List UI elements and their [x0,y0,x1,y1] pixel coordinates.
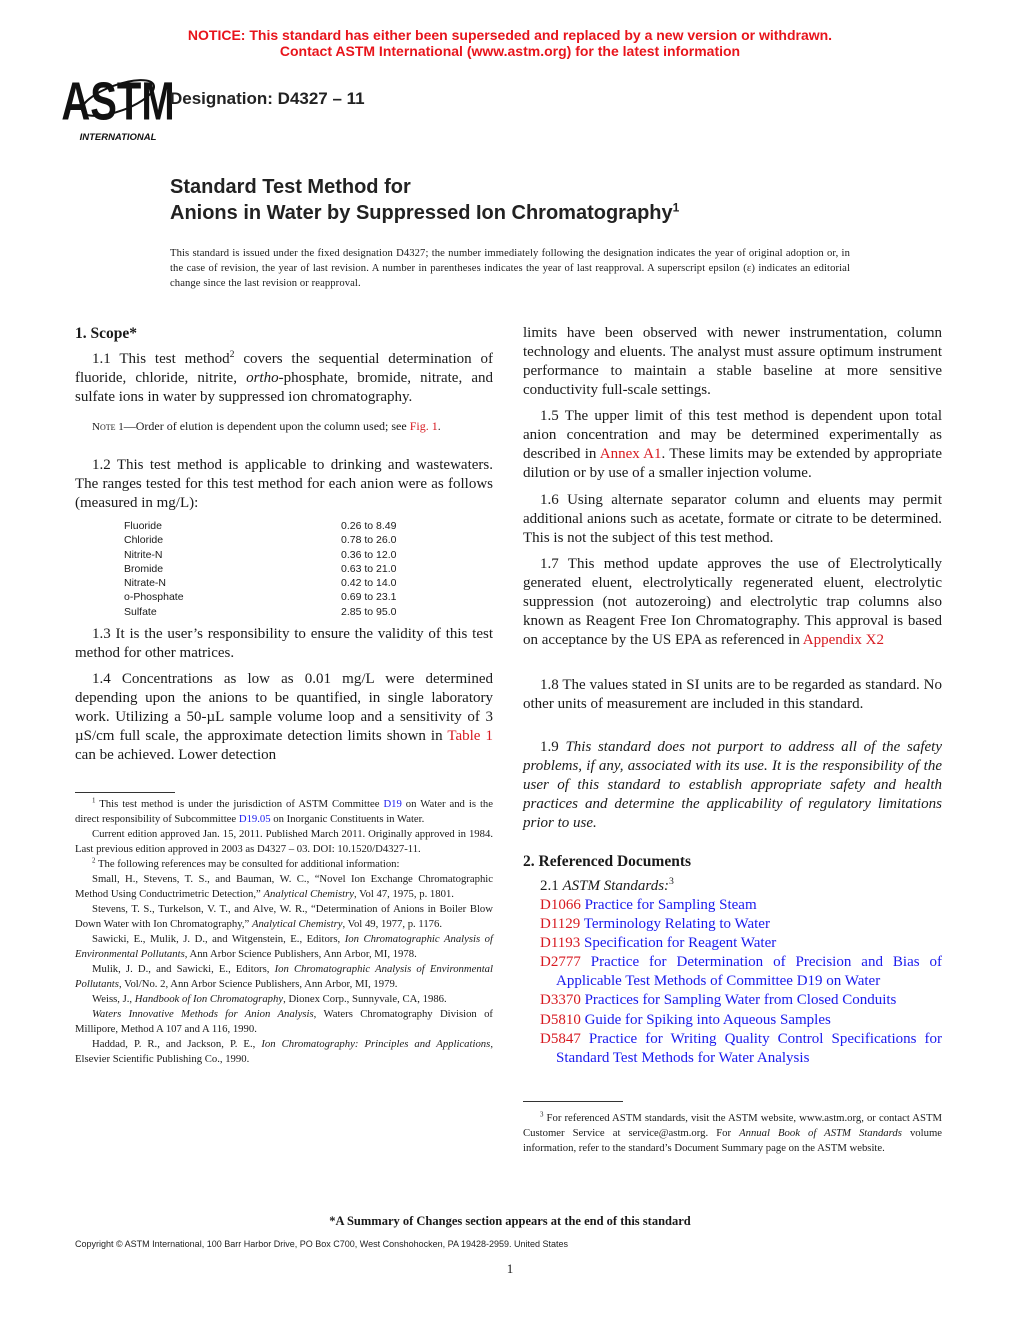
text-run: 1.7 This method update approves the use of Electrolytically generated eluent, electrolytically regenerated eluent, electrolytic suppression (not autozeroing) and electrolytic trap columns also known as Reagent Free Ion Chromatography. This approval is based on acceptance by the US EPA as referenced in [523,556,942,649]
text-run: , Dionex Corp., Sunnyvale, CA, 1986. [283,993,447,1005]
section-1-3 [75,625,493,663]
text-run: 1.2 This test method is applicable to drinking and wastewaters. The ranges tested for this test method for each anion were as follows (measured in mg/L): [75,457,493,512]
section-1-9 [523,738,942,833]
text-run: volume information, refer to the standard’s Document Summary page on the ASTM website. [523,1127,943,1154]
text-run: Analytical Chemistry [263,888,355,900]
note-1 [75,419,493,435]
table-row [124,519,396,533]
footnote-ref: 3 [669,876,674,887]
reference-item [523,1030,942,1068]
reference-code-link[interactable]: D3370 [540,992,581,1009]
notice-line-1: NOTICE: This standard has either been superseded and replaced by a new version or withdrawn. [187,27,833,43]
footnote [75,992,493,1007]
reference-title-link[interactable]: Practice for Writing Quality Control Specifications for Standard Test Methods for Water Analysis [556,1030,943,1066]
text-run: , Ann Arbor Science Publishers, Ann Arbor, MI, 1978. [184,948,417,960]
link[interactable]: Table 1 [447,728,493,745]
table-row [124,605,396,619]
footnote-ref: 2 [229,349,235,360]
text-run: Sawicki, E., Mulik, J. D., and Witgenstein, E., Editors, [92,933,345,945]
text-run: Small, H., Stevens, T. S., and Bauman, W. C., “Novel Ion Exchange Chromatographic Method Using Conductrimetric Detection,” [75,873,493,900]
text-run: For referenced ASTM standards, visit the ASTM website, www.astm.org, or contact ASTM Customer Service at service@astm.org. For [523,1112,942,1139]
text-run: 1.1 This test method [92,351,230,367]
text-run: Ion Chromatographic Analysis of Environmental Pollutants [75,963,493,990]
text-run: 1.5 The upper limit of this test method is dependent upon total anion concentration and may be determined experimentally as described in [523,408,942,463]
text-run: Analytical Chemistry [251,918,343,930]
text-run: Haddad, P. R., and Jackson, P. E., [92,1038,262,1050]
text-run: covers the sequential determination of fluoride, chloride, nitrite, [75,351,493,387]
reference-title-link[interactable]: Guide for Spiking into Aqueous Samples [584,1011,831,1028]
reference-title-link[interactable]: Practices for Sampling Water from Closed Conduits [584,992,897,1009]
text-run: This test method is under the jurisdiction of ASTM Committee [95,798,384,810]
copyright: Copyright © ASTM International, 100 Barr Harbor Drive, PO Box C700, West Conshohocken, PA 19428-2959. United States [75,1239,569,1249]
link[interactable]: D19 [383,798,402,810]
footnote [75,1007,493,1037]
reference-title-link[interactable]: Practice for Determination of Precision and Bias of Applicable Test Methods of Committee D19 on Water [556,954,942,990]
title-footnote-ref: 1 [672,200,680,215]
reference-item [523,991,942,1010]
anion-range: 0.36 to 12.0 [341,548,397,561]
text-run: Waters Innovative Methods for Anion Analysis [92,1008,314,1020]
anion-range: 2.85 to 95.0 [341,605,397,618]
footnote-3-text [523,1111,942,1156]
reference-code-link[interactable]: D1129 [540,916,581,933]
reference-title-link[interactable]: Terminology Relating to Water [583,916,770,933]
text-run: ortho [246,370,279,387]
anion-range: 0.69 to 23.1 [341,591,397,604]
anion-name: Nitrate-N [124,577,167,590]
text-run: can be achieved. Lower detection [75,747,277,764]
reference-title-link[interactable]: Practice for Sampling Steam [584,897,757,913]
anion-name: Bromide [124,562,164,575]
text-run: This standard does not purport to address all of the safety problems, if any, associated with its use. It is the responsibility of the user of this standard to establish appropriate safety and health practices and determine the applicability of regulatory limitations prior to use. [523,739,943,832]
text-run: 2.1 [540,878,563,894]
link[interactable]: Appendix X2 [802,632,885,649]
text-run: The following references may be consulted for additional information: [95,858,400,870]
footnotes-left [75,797,493,1067]
footnote [75,932,493,962]
reference-code-link[interactable]: D5810 [540,1011,581,1028]
referenced-documents-list [523,896,942,1068]
title-line-2: Anions in Water by Suppressed Ion Chromatography [170,202,673,224]
footnote-ref: 1 [92,796,96,805]
section-1-4 [75,670,493,765]
text-run: Handbook of Ion Chromatography [134,993,284,1005]
table-row [124,590,396,604]
anion-range: 0.42 to 14.0 [341,577,397,590]
footnote [75,797,493,827]
link[interactable]: D19.05 [238,813,271,825]
reference-code-link[interactable]: D2777 [540,954,581,971]
document-title [170,174,679,226]
anion-range: 0.78 to 26.0 [341,534,397,547]
text-run: 1.3 It is the user’s responsibility to ensure the validity of this test method for other matrices. [75,626,493,662]
designation: Designation: D4327 – 11 [170,89,365,108]
section-1-5 [523,407,942,483]
text-run: 1.4 Concentrations as low as 0.01 mg/L were determined depending upon the anions to be quantified, in single laboratory work. Utilizing a 50-µL sample volume loop and a sensitivity of 3 µS/cm full scale, the approximate detection limits shown in [75,671,493,745]
text-run: . [437,419,441,433]
notice-line-2: Contact ASTM International (www.astm.org) for the latest information [279,43,741,59]
text-run: limits have been observed with newer instrumentation, column technology and eluents. The analyst must assure optimum instrument performance to maintain a stable baseline at more sensitive conductivity full-scale settings. [523,325,942,399]
ranges-table [124,519,396,619]
text-run: Mulik, J. D., and Sawicki, E., Editors, [92,963,275,975]
text-run: on Inorganic Constituents in Water. [270,813,425,825]
text-run: on Water and is the direct responsibility of Subcommittee [75,798,493,825]
reference-item [523,896,942,915]
anion-name: Nitrite-N [124,548,163,561]
link[interactable]: Annex A1 [599,446,662,463]
text-run: 1.9 [540,739,566,755]
page-number: 1 [506,1261,514,1276]
text-run: , Elsevier Scientific Publishing Co., 1990. [75,1038,493,1065]
referenced-documents-heading: 2. Referenced Documents [523,853,692,870]
footnote-3 [523,1111,942,1156]
reference-item [523,934,942,953]
svg-text:INTERNATIONAL: INTERNATIONAL [79,132,157,143]
text-run: Current edition approved Jan. 15, 2011. Published March 2011. Originally approved in 1984. Last previous edition approved in 2003 as D4327 – 03. DOI: 10.1520/D4327-11. [75,828,493,855]
reference-item [523,1011,942,1030]
section-1-4-continued [523,324,942,400]
text-run: Ion Chromatography: Principles and Applications [261,1038,491,1050]
anion-range: 0.63 to 21.0 [341,562,397,575]
section-1-8 [523,676,942,714]
text-run: , Vol/No. 2, Ann Arbor Science Publishers, Ann Arbor, MI, 1979. [118,978,398,990]
footnote [75,902,493,932]
anion-name: Sulfate [124,605,157,618]
reference-code-link[interactable]: D1193 [540,935,581,952]
footnote-divider-right [523,1101,623,1102]
text-run: Weiss, J., [92,993,135,1005]
text-run: -phosphate, bromide, nitrate, and sulfate ions in water by suppressed ion chromatography. [75,370,493,406]
table-row [124,562,396,576]
text-run: —Order of elution is dependent upon the column used; see [123,419,410,433]
reference-code-link[interactable]: D1066 [540,897,581,913]
footnote-ref: 3 [540,1110,544,1119]
scope-heading: 1. Scope* [75,325,137,342]
section-1-7 [523,555,942,650]
footnote [75,962,493,992]
link[interactable]: Fig. 1 [409,419,438,433]
footnote [75,1037,493,1067]
reference-item [523,915,942,934]
text-run: . These limits may be extended by appropriate dilution or by use of a smaller injection volume. [523,446,942,482]
anion-name: Chloride [124,534,164,547]
astm-logo [61,68,175,144]
text-run: Stevens, T. S., Turkelson, V. T., and Alve, W. R., “Determination of Anions in Boiler Blow Down Water with Ion Chromatography,” [75,903,493,930]
anion-range: 0.26 to 8.49 [341,520,397,532]
footnote [75,872,493,902]
footnote [75,857,493,872]
footnote-divider [75,792,175,793]
text-run: , Waters Chromatography Division of Millipore, Method A 107 and A 116, 1990. [75,1008,493,1035]
text-run: , Vol 49, 1977, p. 1176. [342,918,443,930]
table-row [124,533,396,547]
footnote-ref: 2 [92,856,96,865]
section-1-2 [75,456,493,513]
table-row [124,576,396,590]
text-run: Ion Chromatographic Analysis of Environmental Pollutants [75,933,493,960]
table-row [124,548,396,562]
section-1-1 [75,350,493,407]
section-2-1 [523,877,942,896]
anion-name: Fluoride [124,520,162,532]
section-1-6 [523,491,942,548]
summary-of-changes-note: *A Summary of Changes section appears at the end of this standard [329,1214,691,1228]
title-line-1: Standard Test Method for [170,176,411,198]
abstract: This standard is issued under the fixed designation D4327; the number immediately following the designation indicates the year of original adoption or, in the case of revision, the year of last revision. A number in parentheses indicates the year of last reapproval. A superscript epsilon (ε) indicates an editorial change since the last revision or reapproval. [170,248,850,289]
text-run: , Vol 47, 1975, p. 1801. [354,888,454,900]
text-run: Annual Book of ASTM Standards [739,1127,902,1139]
reference-code-link[interactable]: D5847 [540,1030,581,1047]
svg-text:ASTM: ASTM [61,71,175,132]
text-run: Note 1 [92,421,124,433]
text-run: ASTM Standards: [562,878,670,894]
footnote [75,827,493,857]
text-run: 1.8 The values stated in SI units are to be regarded as standard. No other units of measurement are included in this standard. [523,677,942,713]
anion-name: o-Phosphate [124,591,184,604]
reference-item [523,953,942,991]
text-run: 1.6 Using alternate separator column and eluents may permit additional anions such as acetate, formate or citrate to be determined. This is not the subject of this test method. [523,492,942,547]
reference-title-link[interactable]: Specification for Reagent Water [584,935,777,952]
